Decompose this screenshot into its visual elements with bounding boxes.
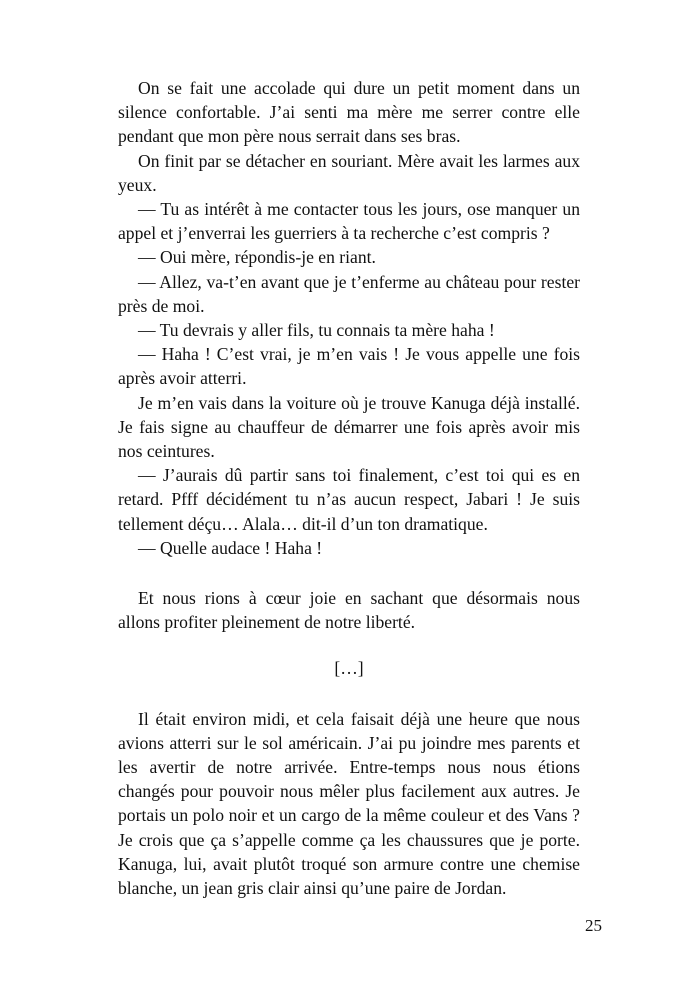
dialogue-line: — Tu devrais y aller fils, tu connais ta mère haha ! [138,320,495,341]
section-gap [118,681,580,707]
body-text [118,76,580,900]
dialogue-line: — Allez, va-t’en avant que je t’enferme au château pour rester près de moi. [118,271,580,316]
paragraph: Il était environ midi, et cela faisait déjà une heure que nous avions atterri sur le sol américain. J’ai pu joindre mes parents et les avertir de notre arrivée. Entre-temps nous nous étions changés pour pouvoir nous mêler plus facilement aux autres. Je portais un polo noir et un cargo de la même couleur et des Vans ? Je crois que ça s’appelle comme ça les chaussures que je porte. Kanuga, lui, avait plutôt troqué son armure contre une chemise blanche, un jean gris clair ainsi qu’une paire de Jordan. [118,708,580,899]
dialogue-line: — Tu as intérêt à me contacter tous les jours, ose manquer un appel et j’enverrai les guerriers à ta recherche c’est compris ? [118,199,580,244]
section-gap [118,560,580,586]
dialogue-line: — Oui mère, répondis-je en riant. [138,247,376,268]
dialogue-line: — J’aurais dû partir sans toi finalement, c’est toi qui es en retard. Pfff décidément tu n’as aucun respect, Jabari ! Je suis tellement déçu… Alala… dit-il d’un ton dramatique. [118,465,580,534]
page-number: 25 [585,916,602,935]
dialogue-line: — Haha ! C’est vrai, je m’en vais ! Je vous appelle une fois après avoir atterri. [118,344,580,389]
paragraph: On finit par se détacher en souriant. Mère avait les larmes aux yeux. [118,150,580,195]
dialogue-line: — Quelle audace ! Haha ! [138,537,323,558]
paragraph: On se fait une accolade qui dure un petit moment dans un silence confortable. J’ai senti ma mère me serrer contre elle pendant que mon père nous serrait dans ses bras. [118,78,580,147]
section-gap [118,634,580,656]
paragraph: Et nous rions à cœur joie en sachant que désormais nous allons profiter pleinement de notre liberté. [118,588,580,633]
scene-break: […] [334,658,364,679]
paragraph: Je m’en vais dans la voiture où je trouve Kanuga déjà installé. Je fais signe au chauffeur de démarrer une fois après avoir mis nos ceintures. [118,392,580,462]
